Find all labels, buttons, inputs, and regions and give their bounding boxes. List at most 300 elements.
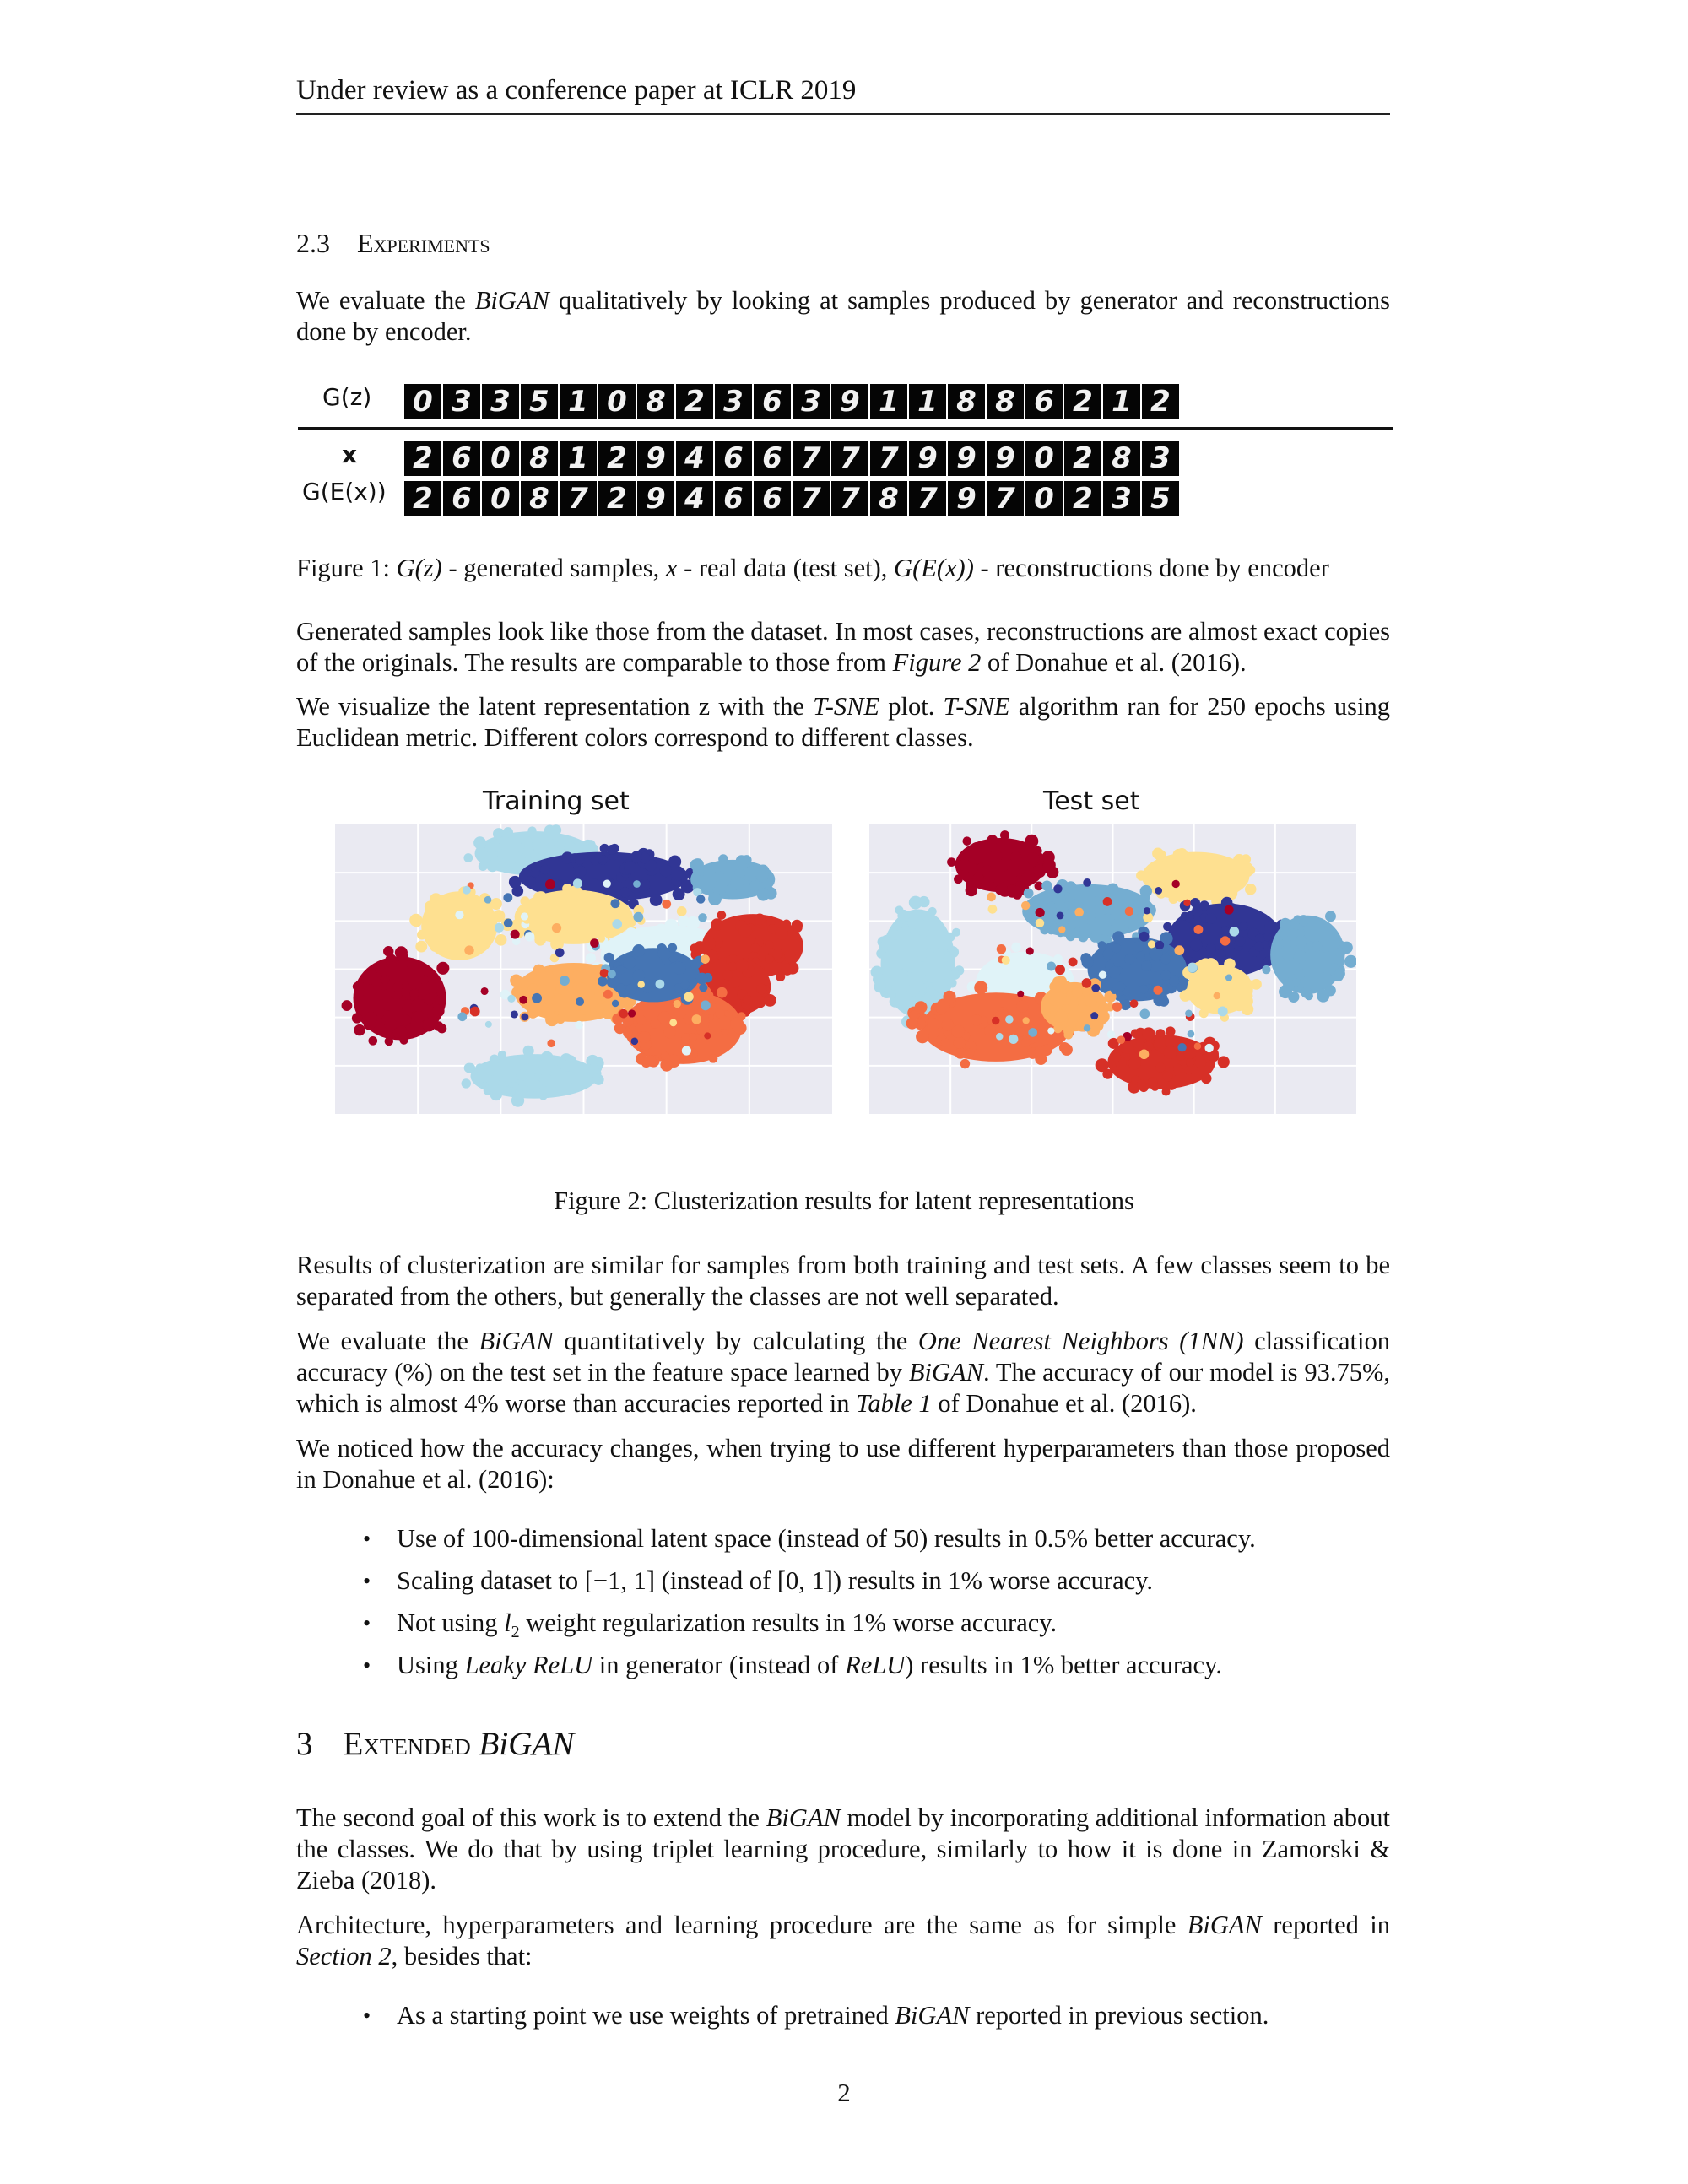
digit-sample: 6 (715, 481, 752, 516)
scatter-point (1288, 992, 1299, 1003)
scatter-point (1047, 902, 1057, 912)
paragraph-tsne: We visualize the latent representation z with the T-SNE plot. T-SNE algorithm ran for 250 epochs using Euclidean metric. Different colors correspond to different classes. (296, 692, 1390, 752)
digit-sample: 8 (521, 481, 558, 516)
scatter-point (1042, 1003, 1052, 1013)
digit-sample: 2 (598, 441, 636, 476)
scatter-point (1078, 932, 1088, 942)
scatter-point (933, 949, 944, 960)
scatter-point (1198, 878, 1211, 891)
scatter-point (1160, 860, 1171, 871)
scatter-point (630, 851, 642, 862)
scatter-point (701, 1000, 711, 1010)
scatter-point (573, 878, 582, 888)
scatter-point (1199, 1008, 1209, 1018)
scatter-point (1159, 997, 1169, 1007)
scatter-point (383, 1002, 392, 1011)
scatter-point (527, 1062, 538, 1074)
scatter-point (692, 1014, 701, 1024)
scatter-point (485, 1021, 492, 1028)
scatter-point (668, 943, 677, 953)
scatter-point (1155, 1062, 1165, 1072)
scatter-point (1053, 954, 1063, 964)
scatter-point (909, 1011, 917, 1019)
scatter-point (521, 1014, 528, 1021)
scatter-point (907, 984, 920, 997)
scatter-point (413, 1011, 425, 1023)
scatter-point (1264, 920, 1278, 933)
digit-sample: 3 (793, 384, 830, 419)
paragraph-1nn: We evaluate the BiGAN quantitatively by calculating the One Nearest Neighbors (1NN) classification accuracy (%) on the test set in the feature space learned by BiGAN. The accuracy of our model is 93.75%, which is almost 4% worse than accuracies reported in Table 1 of Donahue et al. (2016). (296, 1327, 1391, 1418)
scatter-point (1052, 976, 1063, 987)
scatter-point (782, 920, 791, 928)
scatter-point (1006, 884, 1019, 897)
scatter-point (577, 905, 590, 918)
scatter-point (544, 996, 553, 1004)
digit-sample: 0 (482, 481, 519, 516)
scatter-point (756, 871, 768, 883)
scatter-point (1280, 918, 1291, 930)
scatter-point (631, 1038, 639, 1046)
scatter-point (1028, 1028, 1037, 1037)
scatter-point (955, 1048, 966, 1059)
scatter-point (776, 927, 788, 940)
scatter-point (499, 836, 511, 848)
scatter-point (736, 959, 749, 971)
scatter-point (959, 859, 971, 871)
scatter-point (650, 1019, 660, 1029)
digit-sample: 6 (443, 481, 480, 516)
scatter-point (783, 950, 795, 962)
scatter-point (531, 864, 540, 873)
scatter-point (1092, 1020, 1103, 1031)
digit-sample: 1 (870, 384, 907, 419)
scatter-point (1053, 1024, 1063, 1034)
scatter-point (610, 899, 619, 908)
scatter-point (1185, 1010, 1193, 1018)
scatter-point (544, 825, 555, 836)
scatter-point (1009, 1035, 1018, 1044)
training-set-title: Training set (483, 787, 630, 816)
scatter-point (521, 836, 533, 848)
scatter-point (425, 918, 438, 931)
scatter-point (1174, 945, 1184, 955)
scatter-point (1024, 972, 1034, 982)
scatter-point (1206, 943, 1216, 954)
scatter-point (604, 953, 614, 963)
scatter-point (668, 856, 681, 868)
scatter-point (1211, 872, 1222, 883)
scatter-point (1301, 987, 1312, 997)
scatter-point (1188, 1030, 1195, 1038)
scatter-point (997, 944, 1006, 954)
scatter-point (633, 880, 641, 888)
scatter-point (941, 1038, 950, 1046)
scatter-point (1024, 889, 1034, 899)
scatter-point (398, 951, 408, 962)
scatter-point (915, 1001, 928, 1014)
scatter-point (713, 871, 724, 882)
scatter-point (497, 850, 506, 858)
digit-sample: 8 (987, 384, 1024, 419)
scatter-point (484, 931, 495, 941)
scatter-point (965, 1048, 974, 1057)
scatter-point (1144, 907, 1150, 914)
scatter-point (457, 1012, 467, 1021)
section-title: Experiments (357, 228, 490, 258)
scatter-point (682, 1046, 691, 1056)
scatter-point (660, 1059, 673, 1072)
scatter-point (1025, 835, 1038, 848)
scatter-point (417, 930, 427, 940)
digit-sample: 4 (676, 441, 713, 476)
scatter-point (1190, 938, 1203, 951)
scatter-point (401, 1015, 411, 1025)
scatter-point (531, 851, 539, 860)
scatter-point (1108, 966, 1120, 978)
scatter-point (1183, 900, 1191, 907)
scatter-point (1016, 1000, 1029, 1013)
digit-sample: 3 (1103, 481, 1140, 516)
scatter-point (1010, 851, 1021, 862)
scatter-point (409, 989, 418, 997)
section-2-3-heading (296, 228, 490, 259)
scatter-point (919, 927, 928, 937)
scatter-point (590, 938, 599, 948)
scatter-point (708, 892, 722, 905)
scatter-point (1171, 880, 1179, 888)
scatter-point (1112, 1002, 1123, 1012)
scatter-point (1206, 970, 1215, 980)
scatter-point (927, 1018, 939, 1030)
scatter-point (1099, 970, 1106, 978)
scatter-point (757, 889, 770, 901)
scatter-point (415, 941, 427, 953)
scatter-point (658, 1011, 672, 1024)
scatter-point (1317, 989, 1326, 997)
scatter-point (625, 984, 636, 995)
scatter-point (481, 987, 489, 995)
scatter-point (690, 959, 701, 970)
scatter-point (633, 912, 643, 922)
digit-sample: 1 (560, 441, 597, 476)
hyperparam-list (363, 1523, 1376, 1692)
scatter-point (616, 983, 625, 992)
scatter-point (596, 915, 606, 925)
scatter-point (673, 888, 685, 900)
scatter-point (636, 1015, 646, 1024)
scatter-point (526, 876, 536, 886)
digit-sample: 7 (870, 441, 907, 476)
scatter-point (381, 975, 390, 984)
scatter-point (772, 949, 782, 959)
scatter-point (674, 1000, 681, 1008)
digit-sample: 4 (676, 481, 713, 516)
scatter-point (432, 1005, 445, 1018)
scatter-point (765, 940, 773, 949)
scatter-point (1130, 999, 1139, 1008)
scatter-point (1066, 932, 1075, 941)
scatter-point (633, 928, 645, 940)
scatter-point (1082, 978, 1092, 988)
scatter-point (511, 1010, 518, 1018)
scatter-point (1184, 1066, 1193, 1075)
scatter-point (507, 995, 515, 1003)
scatter-point (1036, 919, 1045, 928)
scatter-point (1041, 880, 1052, 890)
scatter-point (546, 843, 555, 852)
scatter-point (1072, 987, 1082, 997)
scatter-point (1111, 987, 1117, 994)
scatter-point (871, 965, 884, 978)
scatter-point (562, 1072, 575, 1084)
paragraph-architecture: Architecture, hyperparameters and learning procedure are the same as for simple BiGAN reported in Section 2, besides that: (296, 1911, 1390, 1970)
scatter-point (449, 950, 457, 959)
scatter-point (1133, 942, 1144, 953)
scatter-point (1245, 884, 1257, 895)
scatter-point (656, 924, 668, 936)
digit-sample: 6 (1025, 384, 1063, 419)
digit-sample: 7 (831, 481, 868, 516)
scatter-point (383, 946, 393, 956)
scatter-point (457, 938, 467, 948)
scatter-point (591, 857, 599, 865)
gz-row-label: G(z) (322, 383, 372, 411)
scatter-point (1082, 957, 1094, 969)
scatter-point (619, 1009, 628, 1019)
scatter-point (1136, 951, 1145, 960)
scatter-point (1166, 1026, 1176, 1036)
scatter-point (388, 962, 398, 971)
scatter-point (365, 1012, 377, 1024)
scatter-point (519, 996, 528, 1004)
scatter-point (1205, 1044, 1214, 1052)
scatter-point (717, 987, 728, 998)
scatter-point (1188, 985, 1199, 997)
scatter-point (776, 972, 785, 981)
scatter-point (600, 969, 609, 977)
paragraph-clusterization: Results of clusterization are similar for samples from both training and test sets. A few classes seem to be separated from the others, but generally the classes are not well separated. (296, 1251, 1390, 1311)
scatter-point (736, 855, 748, 867)
digit-sample: 1 (909, 384, 946, 419)
scatter-point (408, 960, 419, 970)
scatter-point (728, 962, 737, 971)
scatter-point (430, 893, 442, 905)
scatter-point (455, 911, 463, 919)
digit-sample: 7 (560, 481, 597, 516)
list-item: • Using Leaky ReLU in generator (instead of ReLU) results in 1% better accuracy. (363, 1651, 1222, 1679)
scatter-point (1214, 992, 1221, 1000)
digit-sample: 5 (1142, 481, 1179, 516)
scatter-point (598, 934, 605, 942)
scatter-point (587, 878, 601, 892)
reconstructions-row (404, 481, 1181, 516)
scatter-point (554, 906, 562, 915)
scatter-point (1188, 963, 1198, 973)
scatter-point (1084, 1024, 1090, 1031)
scatter-point (464, 945, 473, 954)
scatter-point (565, 918, 577, 931)
scatter-point (1047, 962, 1056, 971)
scatter-point (656, 980, 665, 989)
digit-sample: 7 (793, 441, 830, 476)
digit-sample: 2 (676, 384, 713, 419)
scatter-point (1139, 985, 1149, 994)
scatter-point (947, 857, 956, 867)
scatter-point (1021, 901, 1030, 910)
scatter-point (677, 906, 687, 916)
scatter-point (603, 879, 611, 887)
digit-sample: 3 (715, 384, 752, 419)
scatter-point (1176, 848, 1188, 860)
scatter-point (1002, 956, 1010, 965)
scatter-point (562, 965, 574, 976)
scatter-point (403, 1003, 414, 1014)
scatter-point (560, 1061, 571, 1072)
scatter-point (1160, 954, 1171, 964)
scatter-point (576, 982, 587, 994)
scatter-point (1177, 1043, 1186, 1051)
scatter-point (639, 1031, 651, 1043)
scatter-point (1011, 943, 1020, 952)
scatter-point (998, 860, 1009, 871)
list-item: • Use of 100-dimensional latent space (instead of 50) results in 0.5% better accuracy. (363, 1524, 1256, 1553)
scatter-point (1325, 911, 1336, 922)
digit-sample: 0 (482, 441, 519, 476)
scatter-point (1041, 851, 1054, 863)
scatter-point (1166, 1081, 1176, 1090)
scatter-point (552, 923, 561, 933)
scatter-point (1008, 874, 1018, 884)
scatter-point (750, 943, 760, 953)
digit-sample: 6 (754, 384, 791, 419)
figure-divider (298, 427, 1393, 430)
scatter-point (1164, 1046, 1177, 1058)
scatter-point (1201, 1073, 1212, 1084)
scatter-point (586, 953, 596, 963)
scatter-point (576, 997, 584, 1006)
scatter-point (897, 910, 909, 922)
scatter-point (637, 981, 644, 987)
section-3-heading: 3 Extended BiGAN (296, 1726, 575, 1762)
digit-sample: 2 (404, 481, 441, 516)
scatter-point (466, 1063, 476, 1073)
scatter-point (998, 968, 1008, 977)
scatter-point (1036, 908, 1045, 917)
scatter-point (511, 930, 520, 939)
scatter-point (906, 1018, 918, 1030)
scatter-point (619, 939, 628, 948)
digit-sample: 9 (987, 441, 1024, 476)
scatter-point (367, 970, 378, 981)
scatter-point (1103, 897, 1112, 906)
scatter-point (1155, 1036, 1166, 1047)
digit-sample: 9 (948, 441, 985, 476)
scatter-point (521, 912, 528, 920)
digit-sample: 2 (1064, 384, 1101, 419)
scatter-point (876, 949, 886, 959)
scatter-point (1195, 1057, 1206, 1068)
scatter-point (988, 905, 998, 914)
scatter-point (738, 924, 752, 938)
scatter-point (1334, 969, 1345, 980)
scatter-point (1198, 960, 1209, 970)
scatter-point (689, 1033, 697, 1041)
scatter-point (954, 874, 963, 884)
digit-sample: 2 (404, 441, 441, 476)
scatter-point (1099, 1003, 1110, 1014)
scatter-point (717, 911, 727, 920)
scatter-point (698, 913, 707, 922)
digit-sample: 3 (1142, 441, 1179, 476)
scatter-point (575, 1021, 583, 1030)
scatter-point (490, 1084, 500, 1094)
scatter-point (1102, 1069, 1112, 1079)
scatter-point (556, 1014, 565, 1024)
scatter-point (575, 856, 584, 865)
scatter-point (540, 865, 550, 875)
scatter-point (429, 991, 437, 999)
digit-sample: 0 (1025, 481, 1063, 516)
scatter-point (430, 940, 441, 951)
scatter-point (462, 1078, 471, 1088)
scatter-point (1042, 862, 1054, 873)
scatter-point (495, 923, 504, 933)
scatter-point (608, 970, 616, 978)
scatter-point (463, 886, 471, 895)
scatter-point (1144, 871, 1155, 883)
scatter-point (475, 1063, 484, 1073)
scatter-point (1021, 1038, 1031, 1047)
scatter-point (1205, 913, 1216, 924)
scatter-point (1041, 894, 1049, 902)
scatter-point (1224, 959, 1236, 970)
digit-sample: 7 (831, 441, 868, 476)
scatter-point (1005, 1015, 1014, 1024)
digit-sample: 7 (987, 481, 1024, 516)
scatter-point (1027, 852, 1040, 865)
digit-sample: 8 (1103, 441, 1140, 476)
scatter-point (615, 965, 625, 975)
scatter-point (612, 919, 622, 929)
scatter-point (717, 1016, 731, 1030)
scatter-point (503, 893, 512, 902)
scatter-point (974, 981, 987, 994)
digit-sample: 8 (870, 481, 907, 516)
scatter-point (1220, 936, 1230, 945)
scatter-point (1224, 865, 1232, 873)
scatter-point (1225, 905, 1234, 915)
scatter-point (1186, 1058, 1194, 1067)
scatter-point (1006, 965, 1018, 977)
scatter-point (555, 948, 565, 957)
digit-sample: 9 (948, 481, 985, 516)
digit-sample: 0 (1025, 441, 1063, 476)
figure-1-caption: Figure 1: G(z) - generated samples, x - real data (test set), G(E(x)) - reconstructions done by encoder (296, 554, 1329, 582)
scatter-point (585, 916, 597, 927)
scatter-point (1074, 908, 1084, 917)
scatter-point (587, 1064, 598, 1075)
scatter-point (1160, 970, 1171, 981)
scatter-point (765, 954, 773, 963)
scatter-point (479, 862, 488, 871)
paragraph-extended: The second goal of this work is to extend the BiGAN model by incorporating additional information about the classes. We do that by using triplet learning procedure, similarly to how it is done in Zamorski & Zieba (2018). (296, 1803, 1390, 1895)
scatter-point (701, 954, 710, 964)
digit-sample: 3 (443, 384, 480, 419)
scatter-point (550, 1065, 560, 1074)
scatter-point (1041, 1045, 1052, 1056)
scatter-point (998, 883, 1008, 893)
paragraph-intro: We evaluate the BiGAN qualitatively by looking at samples produced by generator and reconstructions done by encoder. (296, 286, 1390, 346)
